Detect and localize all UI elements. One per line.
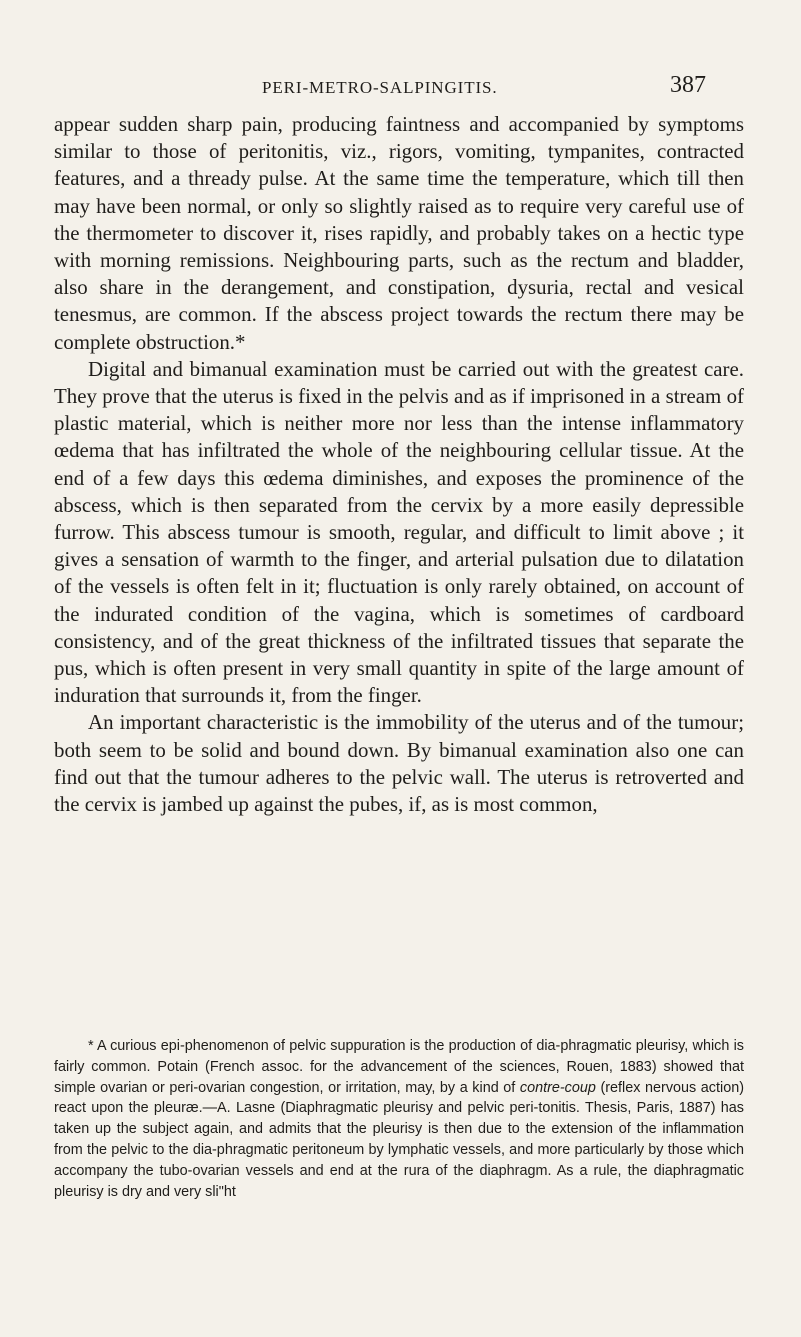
paragraph: appear sudden sharp pain, producing faintness and accompanied by symptoms similar to those of peritonitis, viz., rigors, vomiting, tympanites, contracted features, and a thready pulse. At the same time the temperature, which till then may have been normal, or only so slightly raised as to require very careful use of the thermometer to discover it, rises rapidly, and probably takes on a hectic type with morning remissions. Neighbouring parts, such as the rectum and bladder, also share in the derangement, and constipation, dysuria, rectal and vesical tenesmus, are common. If the abscess project towards the rectum there may be complete obstruction.* xyxy=(54,112,744,354)
footnote xyxy=(54,1036,744,1202)
footnote-italic-term: contre-coup xyxy=(519,1079,596,1096)
paragraph: An important characteristic is the immobility of the uterus and of the tumour; both seem to be solid and bound down. By bimanual examination also one can find out that the tumour adheres to the pelvic wall. The uterus is retroverted and the cervix is jambed up against the pubes, if, as is most common, xyxy=(54,710,744,817)
running-title: PERI-METRO-SALPINGITIS. xyxy=(262,78,498,97)
footnote-text: * A curious epi-phenomenon of pelvic suppuration is the production of dia-phragmatic pleurisy, which is fairly common. Potain (French assoc. for the advancement of the sciences, Rouen, 1883) showed that simple ovarian or peri-ovarian congestion, or irritation, may, by a kind of xyxy=(54,1038,744,1096)
running-head xyxy=(0,72,801,104)
footnote-text: (reflex nervous action) react upon the pleuræ.—A. Lasne (Diaphragmatic pleurisy and pelvic peri-tonitis. Thesis, Paris, 1887) has taken up the subject again, and admits that the pleurisy is then due to the extension of the inflammation from the pelvic to the dia-phragmatic peritoneum by lymphatic vessels, and more particularly by those which accompany the tubo-ovarian vessels and end at the rura of the diaphragm. As a rule, the diaphragmatic pleurisy is dry and very sli"ht xyxy=(54,1079,744,1200)
paragraph: Digital and bimanual examination must be carried out with the greatest care. They prove that the uterus is fixed in the pelvis and as if imprisoned in a stream of plastic material, which is neither more nor less than the intense inflammatory œdema that has infiltrated the whole of the neighbouring cellular tissue. At the end of a few days this œdema diminishes, and exposes the prominence of the abscess, which is then separated from the cervix by a more easily depressible furrow. This abscess tumour is smooth, regular, and difficult to limit above ; it gives a sensation of warmth to the finger, and arterial pulsation due to dilatation of the vessels is often felt in it; fluctuation is only rarely obtained, on account of the indurated condition of the vagina, which is sometimes of cardboard consistency, and of the great thickness of the infiltrated tissues that separate the pus, which is often present in very small quantity in spite of the large amount of induration that surrounds it, from the finger. xyxy=(54,356,744,708)
page-number: 387 xyxy=(670,72,706,98)
body-text xyxy=(54,111,744,818)
